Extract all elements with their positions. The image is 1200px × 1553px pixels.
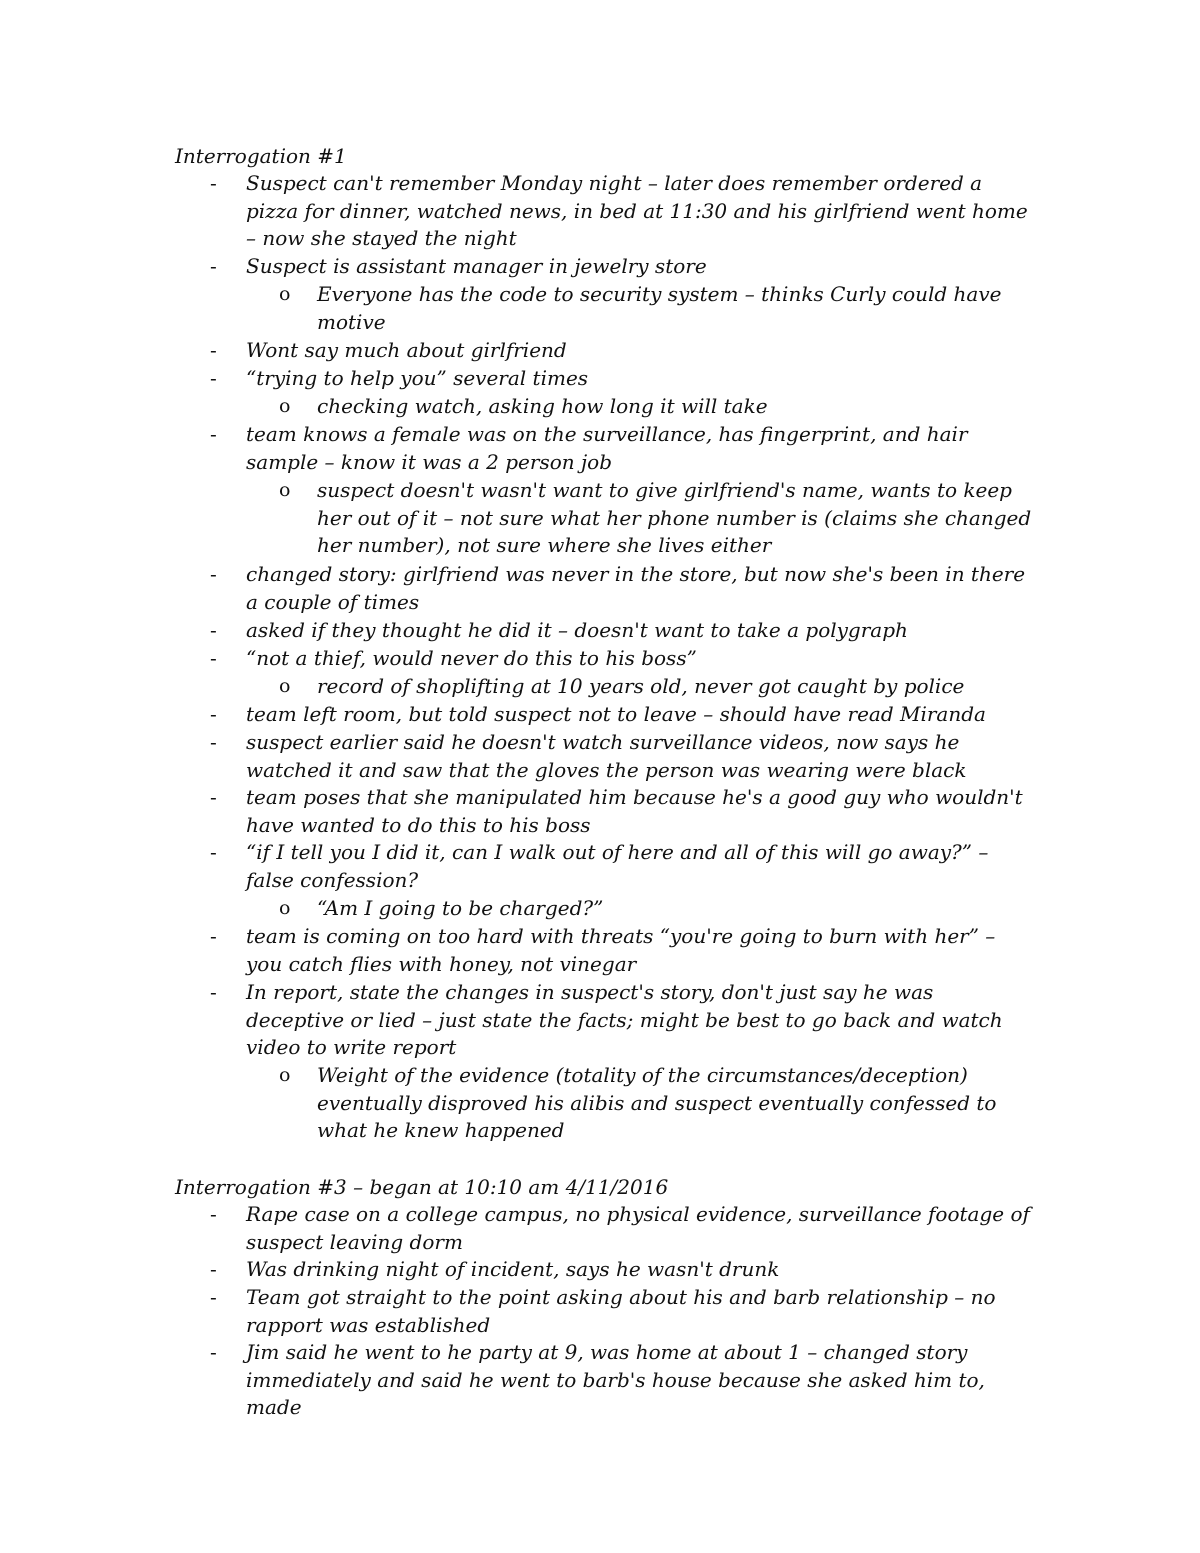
item-text: team knows a female was on the surveillance, has fingerprint, and hair sample – know it was a 2 person job — [246, 422, 968, 474]
sub-list-item — [279, 477, 1037, 560]
item-text: Everyone has the code to security system – thinks Curly could have motive — [317, 282, 1002, 334]
list-item — [210, 839, 1036, 894]
list-item — [210, 365, 1036, 393]
item-text: “trying to help you” several times — [246, 366, 589, 390]
dash-bullet: - — [210, 1340, 217, 1364]
section-title: Interrogation #3 – began at 10:10 am 4/11/2016 — [175, 1175, 669, 1199]
dash-bullet: - — [210, 1285, 217, 1309]
list-item — [210, 701, 1036, 729]
list-item — [210, 979, 1036, 1062]
item-text: changed story: girlfriend was never in the store, but now she's been in there a couple of times — [246, 562, 1026, 614]
item-text: Was drinking night of incident, says he wasn't drunk — [246, 1257, 780, 1281]
item-text: “Am I going to be charged?” — [317, 896, 604, 920]
list-item — [210, 1339, 1036, 1422]
dash-bullet: - — [210, 1202, 217, 1226]
item-text: Suspect is assistant manager in jewelry store — [246, 254, 707, 278]
item-text: Jim said he went to he party at 9, was home at about 1 – changed story immediately and said he went to barb's house because she asked him to, made — [246, 1340, 985, 1420]
dash-bullet: - — [210, 646, 217, 670]
sub-list-item — [279, 1062, 1037, 1145]
item-text: suspect earlier said he doesn't watch surveillance videos, now says he watched it and saw that the gloves the person was wearing were black — [246, 730, 967, 782]
sub-list-item — [279, 673, 1037, 701]
list-item — [210, 1284, 1036, 1339]
item-text: Suspect can't remember Monday night – later does remember ordered a pizza for dinner, watched news, in bed at 11:30 and his girlfriend went home – now she stayed the night — [246, 171, 1028, 251]
item-text: Team got straight to the point asking about his and barb relationship – no rapport was established — [246, 1285, 996, 1337]
dash-bullet: - — [210, 924, 217, 948]
circle-bullet: o — [279, 479, 291, 501]
dash-bullet: - — [210, 254, 217, 278]
item-text: Wont say much about girlfriend — [246, 338, 567, 362]
list-item — [210, 923, 1036, 978]
dash-bullet: - — [210, 338, 217, 362]
list-item — [210, 729, 1036, 784]
circle-bullet: o — [279, 395, 291, 417]
dash-bullet: - — [210, 840, 217, 864]
sub-list-item — [279, 393, 1037, 421]
list-item — [210, 784, 1036, 839]
dash-bullet: - — [210, 730, 217, 754]
dash-bullet: - — [210, 366, 217, 390]
dash-bullet: - — [210, 422, 217, 446]
circle-bullet: o — [279, 675, 291, 697]
list-item — [210, 337, 1036, 365]
item-text: record of shoplifting at 10 years old, never got caught by police — [317, 674, 965, 698]
dash-bullet: - — [210, 618, 217, 642]
item-text: In report, state the changes in suspect's story, don't just say he was deceptive or lied – just state the facts; might be best to go back and watch video to write report — [246, 980, 1003, 1060]
item-text: Rape case on a college campus, no physical evidence, surveillance footage of suspect leaving dorm — [246, 1202, 1030, 1254]
circle-bullet: o — [279, 897, 291, 919]
dash-bullet: - — [210, 562, 217, 586]
item-text: “if I tell you I did it, can I walk out of here and all of this will go away?” – false confession? — [246, 840, 989, 892]
list-item — [210, 1201, 1036, 1256]
item-text: “not a thief, would never do this to his boss” — [246, 646, 697, 670]
dash-bullet: - — [210, 171, 217, 195]
dash-bullet: - — [210, 1257, 217, 1281]
circle-bullet: o — [279, 1064, 291, 1086]
section-title: Interrogation #1 — [175, 144, 347, 168]
list-item — [210, 561, 1036, 616]
list-item — [210, 170, 1036, 253]
sub-list-item — [279, 281, 1037, 336]
item-text: team left room, but told suspect not to leave – should have read Miranda — [246, 702, 986, 726]
circle-bullet: o — [279, 283, 291, 305]
list-item — [210, 1256, 1036, 1284]
item-text: team is coming on too hard with threats “you're going to burn with her” – you catch flies with honey, not vinegar — [246, 924, 996, 976]
item-text: Weight of the evidence (totality of the circumstances/deception) eventually disproved his alibis and suspect eventually confessed to what he knew happened — [317, 1063, 997, 1143]
sub-list-item — [279, 895, 1037, 923]
dash-bullet: - — [210, 980, 217, 1004]
dash-bullet: - — [210, 785, 217, 809]
item-text: asked if they thought he did it – doesn't want to take a polygraph — [246, 618, 908, 642]
list-item — [210, 421, 1036, 476]
list-item — [210, 617, 1036, 645]
list-item — [210, 645, 1036, 673]
item-text: checking watch, asking how long it will take — [317, 394, 768, 418]
dash-bullet: - — [210, 702, 217, 726]
item-text: team poses that she manipulated him because he's a good guy who wouldn't have wanted to do this to his boss — [246, 785, 1023, 837]
item-text: suspect doesn't wasn't want to give girlfriend's name, wants to keep her out of it – not sure what her phone number is (claims she changed her number), not sure where she lives either — [317, 478, 1032, 558]
list-item — [210, 253, 1036, 281]
